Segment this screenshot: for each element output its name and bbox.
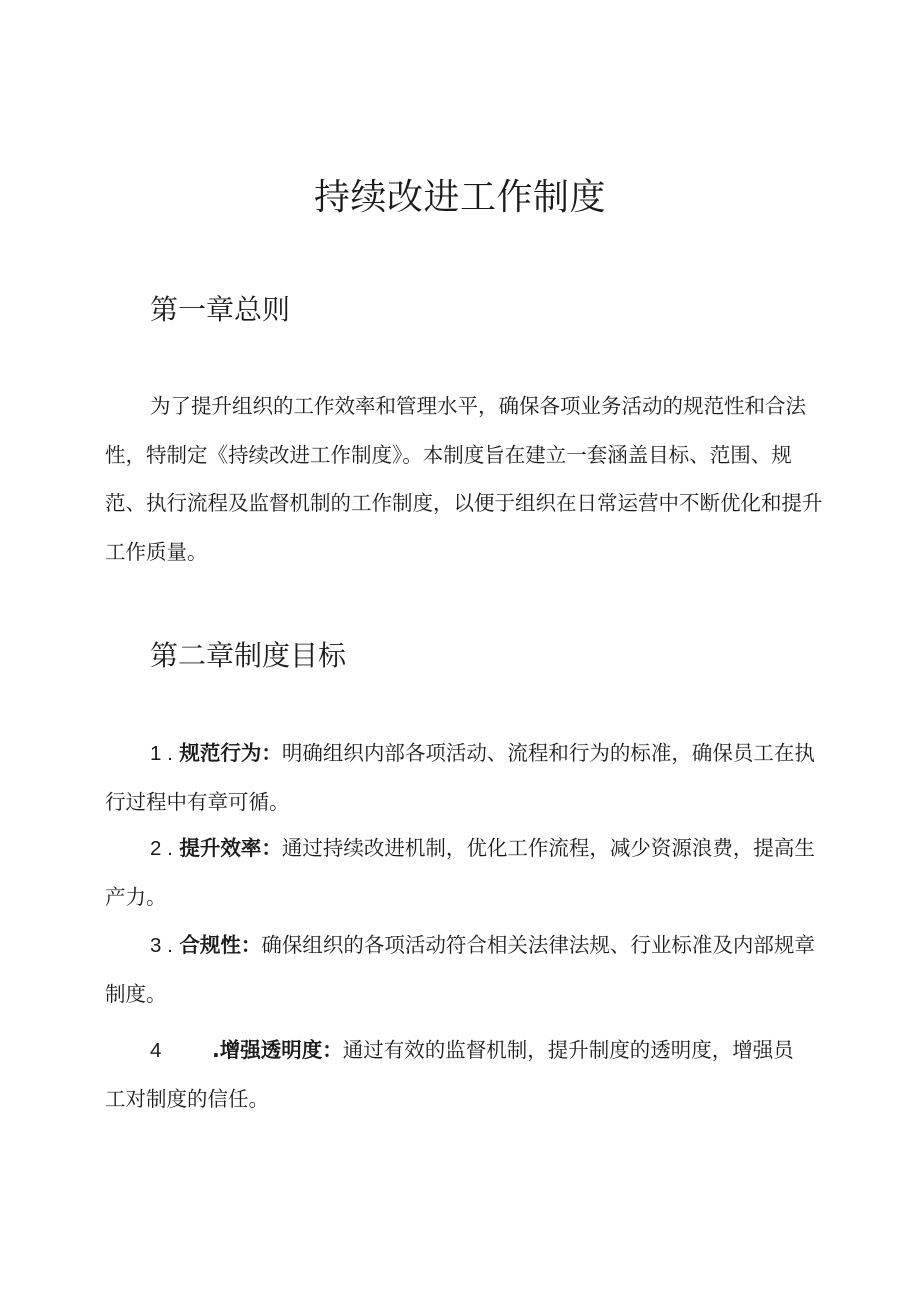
goal-item-text: 通过有效的监督机制，提升制度的透明度，增强员工对制度的信任。	[105, 1038, 794, 1111]
goal-item-title: 规范行为：	[179, 741, 282, 765]
document-title: 持续改进工作制度	[313, 177, 606, 218]
goal-item-1	[105, 729, 820, 826]
goal-item-number: 4	[150, 1039, 162, 1062]
goal-item-number: 2 .	[150, 837, 173, 860]
goal-item-title: 合规性：	[179, 933, 262, 957]
goal-item-number: 1 .	[150, 742, 173, 765]
chapter-2-heading: 第二章制度目标	[150, 639, 347, 672]
goal-item-text: 通过持续改进机制，优化工作流程，减少资源浪费，提高生产力。	[105, 836, 815, 909]
goal-item-2	[105, 824, 820, 921]
goal-item-title: .增强透明度：	[212, 1038, 343, 1062]
chapter-1-heading: 第一章总则	[150, 293, 291, 326]
goal-item-number: 3 .	[150, 934, 173, 957]
goal-item-3	[105, 921, 820, 1018]
goal-item-4	[105, 1026, 795, 1123]
chapter-1-paragraph: 为了提升组织的工作效率和管理水平，确保各项业务活动的规范性和合法性，特制定《持续改进工作制度》。本制度旨在建立一套涵盖目标、范围、规范、执行流程及监督机制的工作制度，以便于组织在日常运营中不断优化和提升工作质量。	[105, 394, 823, 564]
goal-item-text: 明确组织内部各项活动、流程和行为的标准，确保员工在执行过程中有章可循。	[105, 741, 815, 814]
goal-item-title: 提升效率：	[179, 836, 282, 860]
goal-item-text: 确保组织的各项活动符合相关法律法规、行业标准及内部规章制度。	[105, 933, 815, 1006]
